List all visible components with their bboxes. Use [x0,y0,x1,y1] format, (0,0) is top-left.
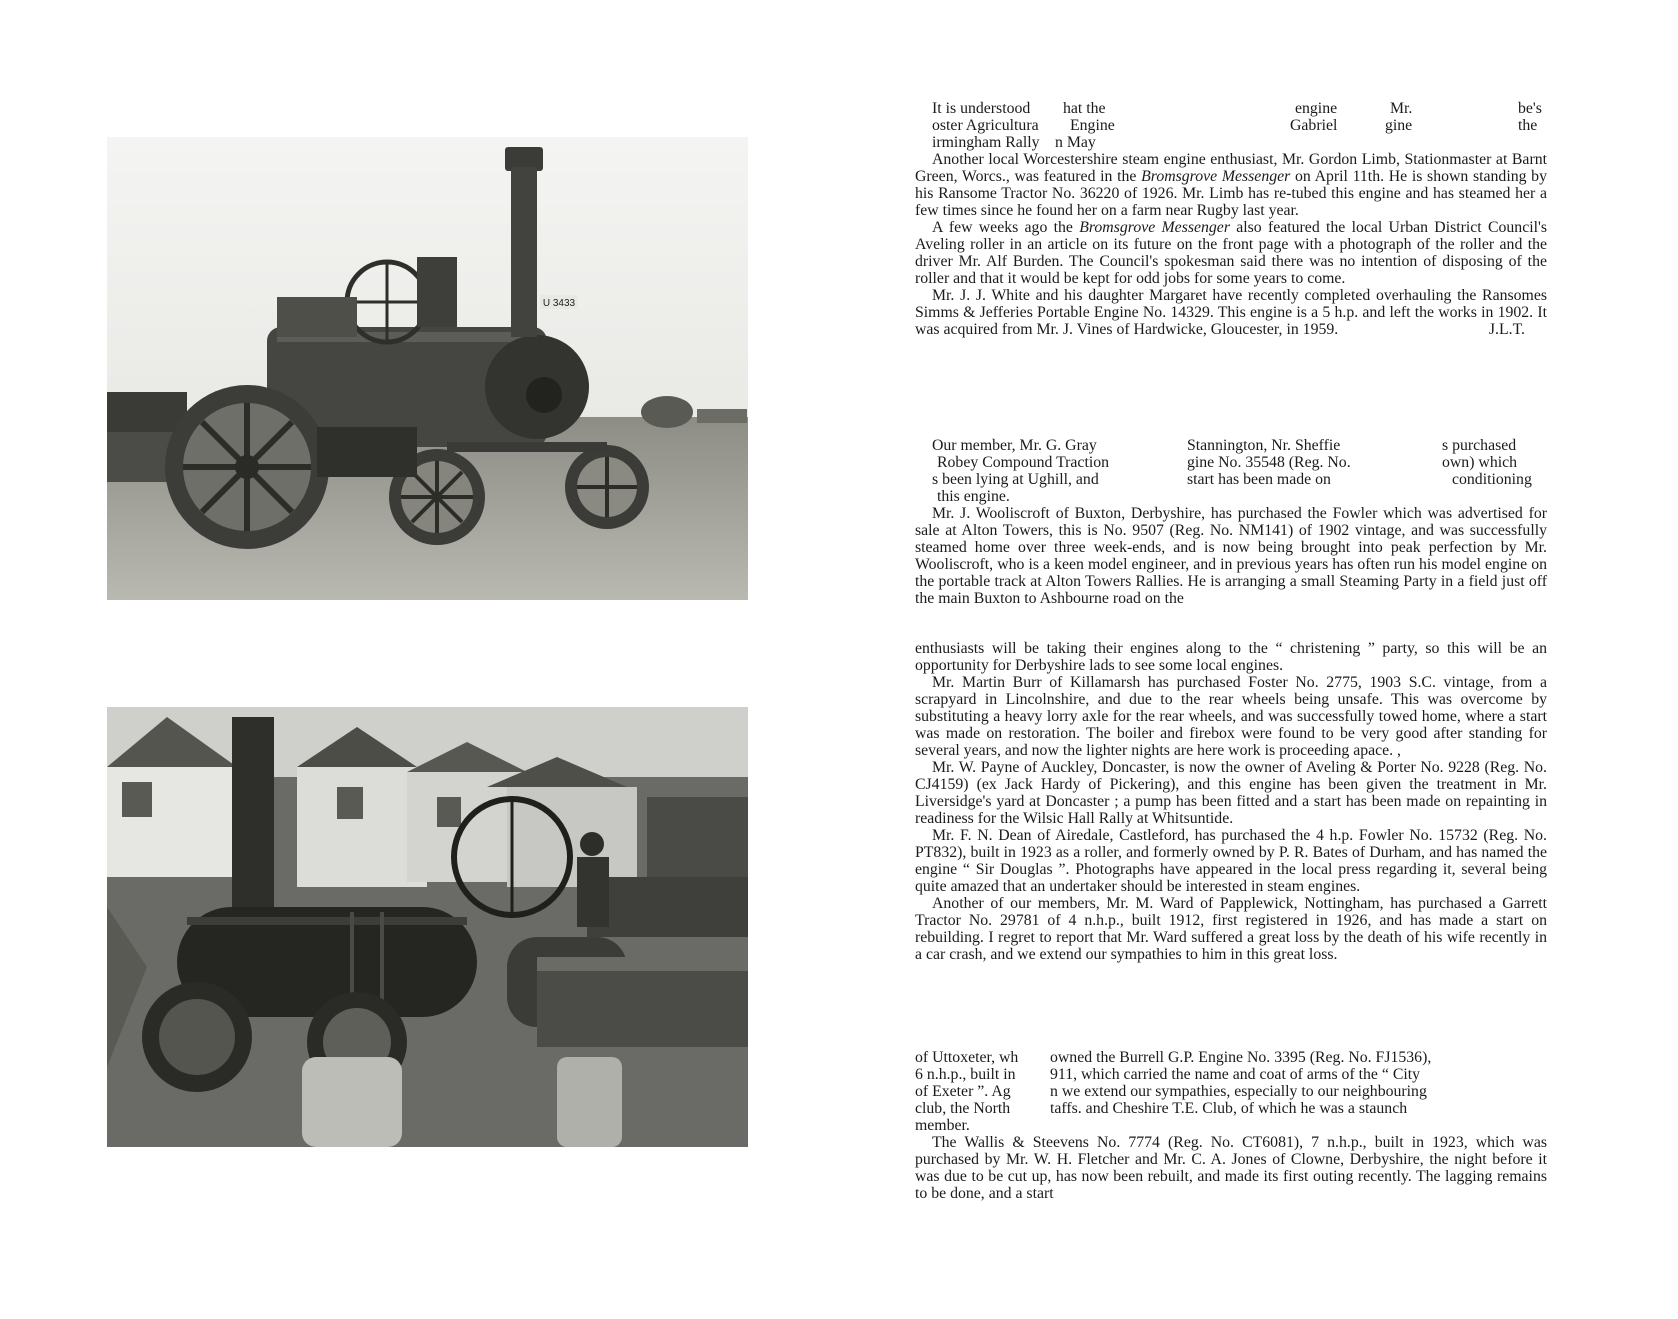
paragraph-limb: Another local Worcestershire steam engine enthusiast, Mr. Gordon Limb, Stationmaster at Barnt Green, Worcs., was featured in the Bromsgrove Messenger on April 11th. He is shown standing by his Ransome Tractor No. 36220 of 1926. Mr. Limb has re-tubed this engine and has steamed her a few times since he found her on a farm near Rugby last year. [915,151,1547,219]
fragment: gine No. 35548 (Reg. No. [1187,454,1351,471]
traction-engine-photo [107,137,748,600]
fragment: s purchased [1442,437,1517,454]
torn-line [915,1049,1547,1066]
column-block-burr-payne-dean-ward [915,640,1547,963]
column-block-gray-wooliscroft [915,437,1547,607]
fragment: Our member, Mr. G. Gray [932,437,1097,454]
fragment: taffs. and Cheshire T.E. Club, of which he was a staunch [1050,1100,1408,1117]
paragraph-christening: enthusiasts will be taking their engines along to the “ christening ” party, so this will be an opportunity for Derbyshire lads to see some local engines. [915,640,1547,674]
fragment: engine [1295,100,1338,117]
fragment: It is understood [932,100,1031,117]
fragment: 911, which carried the name and coat of arms of the “ City [1050,1066,1421,1083]
torn-line [915,1100,1547,1117]
fragment: s been lying at Ughill, and [932,471,1099,488]
fragment: Stannington, Nr. Sheffie [1187,437,1341,454]
fragment: Mr. [1390,100,1413,117]
fragment: the [1518,117,1538,134]
torn-line [915,1083,1547,1100]
torn-line [915,134,1547,151]
traction-engine-illustration [107,137,748,600]
fragment: conditioning [1452,471,1532,488]
paragraph-white: Mr. J. J. White and his daughter Margaret have recently completed overhauling the Ransomes Simms & Jefferies Portable Engine No. 14329. This engine is a 5 h.p. and left the works in 1902. It was acquired from Mr. J. Vines of Hardwicke, Gloucester, in 1959. [915,287,1547,338]
fragment: gine [1385,117,1413,134]
fragment: Robey Compound Traction [937,454,1110,471]
fragment: n we extend our sympathies, especially to our neighbouring [1050,1083,1427,1100]
torn-line [915,1066,1547,1083]
column-block-limb-white [915,100,1547,338]
fragment: oster Agricultura [932,117,1039,134]
author-signature: J.L.T. [1488,321,1525,338]
fragment: Gabriel [1290,117,1338,134]
paragraph-ward: Another of our members, Mr. M. Ward of Papplewick, Nottingham, has purchased a Garrett Tractor No. 29781 of 4 n.h.p., built 1912, first registered in 1926, and has made a start on rebuilding. I regret to report that Mr. Ward suffered a great loss by the death of his wife recently in a car crash, and we extend our sympathies to him in this great loss. [915,895,1547,963]
torn-line [915,488,1547,505]
fragment: own) which [1442,454,1518,471]
fragment: this engine. [937,488,1010,505]
fragment: Engine [1070,117,1115,134]
fragment: of Exeter ”. Ag [915,1083,1011,1100]
paragraph-payne: Mr. W. Payne of Auckley, Doncaster, is now the owner of Aveling & Porter No. 9228 (Reg. No. CJ4159) (ex Jack Hardy of Pickering), and this engine has been given the treatment in Mr. Liversidge's yard at Doncaster ; a pump has been fitted and a start has been made on repainting in readiness for the Wilsic Hall Rally at Whitsuntide. [915,759,1547,827]
torn-line [915,117,1547,134]
fragment: owned the Burrell G.P. Engine No. 3395 (Reg. No. FJ1536), [1050,1049,1432,1066]
torn-line [915,100,1547,117]
fragment: hat the [1063,100,1106,117]
torn-line [915,471,1547,488]
svg-text:U 3433: U 3433 [542,298,576,309]
portable-engine-illustration [107,707,748,1147]
torn-line [915,437,1547,454]
fragment: n May [1055,134,1096,151]
paragraph-burr: Mr. Martin Burr of Killamarsh has purchased Foster No. 2775, 1903 S.C. vintage, from a scrapyard in Lincolnshire, and due to the rear wheels being unsafe. This was overcome by substituting a heavy lorry axle for the rear wheels, and was successfully towed home, where a start was made on restoration. The boiler and firebox were found to be very good after standing for several years, and now the lighter nights are here work is proceeding apace. , [915,674,1547,759]
column-block-uttoxeter-wallis [915,1049,1547,1202]
fragment: be's [1518,100,1542,117]
portable-engine-photo [107,707,748,1147]
fragment: club, the North [915,1100,1011,1117]
fragment: start has been made on [1187,471,1331,488]
fragment: irmingham Rally [932,134,1040,151]
torn-line [915,1117,1547,1134]
paragraph-dean: Mr. F. N. Dean of Airedale, Castleford, has purchased the 4 h.p. Fowler No. 15732 (Reg. No. PT832), built in 1923 as a roller, and formerly owned by P. R. Bates of Durham, and has named the engine “ Sir Douglas ”. Photographs have appeared in the local press regarding it, several being quite amazed that an undertaker should be interested in steam engines. [915,827,1547,895]
fragment: of Uttoxeter, wh [915,1049,1019,1066]
torn-line [915,454,1547,471]
paragraph-wooliscroft: Mr. J. Wooliscroft of Buxton, Derbyshire, has purchased the Fowler which was advertised for sale at Alton Towers, this is No. 9507 (Reg. No. NM141) of 1902 vintage, and was successfully steamed home over three week-ends, and is now being brought into peak perfection by Mr. Wooliscroft, who is a keen model engineer, and in previous years has often run his model engine on the portable track at Alton Towers Rallies. He is arranging a small Steaming Party in a field just off the main Buxton to Ashbourne road on the [915,505,1547,607]
paragraph-aveling-roller: A few weeks ago the Bromsgrove Messenger also featured the local Urban District Council's Aveling roller in an article on its future on the front page with a photograph of the roller and the driver Mr. Alf Burden. The Council's spokesman said there was no intention of disposing of the roller and that it would be kept for odd jobs for some years to come. [915,219,1547,287]
paragraph-wallis-steevens: The Wallis & Steevens No. 7774 (Reg. No. CT6081), 7 n.h.p., built in 1923, which was purchased by Mr. W. H. Fletcher and Mr. C. A. Jones of Clowne, Derbyshire, the night before it was due to be cut up, has now been rebuilt, and made its first outing recently. The lagging remains to be done, and a start [915,1134,1547,1202]
fragment: member. [915,1117,970,1134]
fragment: 6 n.h.p., built in [915,1066,1016,1083]
